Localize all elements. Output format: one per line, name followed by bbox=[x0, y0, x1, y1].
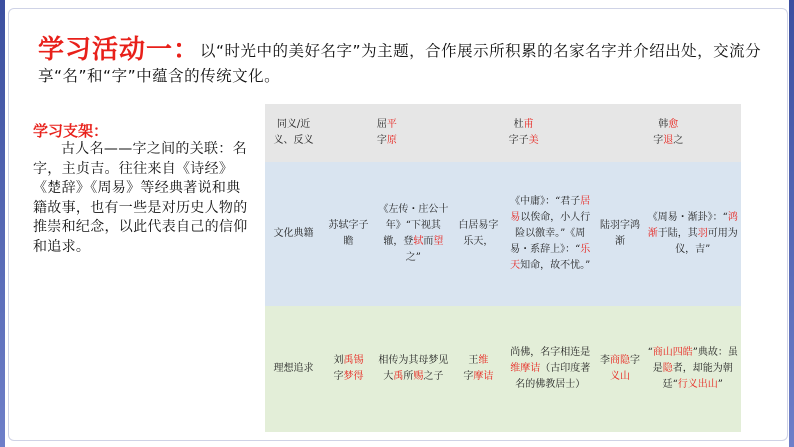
table-row bbox=[265, 306, 741, 432]
table-cell: 李商隐字 义山 bbox=[596, 306, 645, 432]
table-cell: 杜甫 字子美 bbox=[452, 104, 596, 162]
table-row bbox=[265, 162, 741, 306]
name-table bbox=[265, 104, 741, 432]
table-cell: 王维 字摩诘 bbox=[452, 306, 505, 432]
table-cell: “商山四皓”典故：虽是隐者，却能为朝廷“行义出山” bbox=[645, 306, 741, 432]
left-border bbox=[0, 0, 5, 447]
activity-text: 以“时光中的美好名字”为主题，合作展示所积累的名家名字并介绍出处，交流分享“名”和“字”中蕴含的传统文化。 bbox=[38, 42, 762, 85]
table-cell: 屈平 字原 bbox=[322, 104, 452, 162]
table-cell: 刘禹锡 字梦得 bbox=[322, 306, 375, 432]
table-cell: 相传为其母梦见大禹所赐之子 bbox=[375, 306, 452, 432]
table-row bbox=[265, 104, 741, 162]
table-cell: 《中庸》：“君子居易以俟命，小人行险以徼幸。”《周易・系辞上》：“乐天知命，故不忧。” bbox=[505, 162, 596, 306]
table-cell: 苏轼字子瞻 bbox=[322, 162, 375, 306]
scaffold-body: 古人名——字之间的关联：名字，主贞吉。往往来自《诗经》《楚辞》《周易》等经典著说和典籍故事，也有一些是对历史人物的推崇和纪念，以此代表自己的信仰和追求。 bbox=[33, 141, 248, 255]
table-cell: 陆羽字鸿渐 bbox=[596, 162, 645, 306]
table-cell: 白居易字乐天， bbox=[452, 162, 505, 306]
table-cell: 韩愈 字退之 bbox=[596, 104, 741, 162]
row-header: 同义/近义、反义 bbox=[265, 104, 322, 162]
table-cell: 《周易・渐卦》：“鸿渐于陆，其羽可用为仪，吉” bbox=[645, 162, 741, 306]
scaffold-title: 学习支架： bbox=[33, 122, 109, 140]
row-header: 文化典籍 bbox=[265, 162, 322, 306]
right-border bbox=[789, 0, 794, 447]
table-cell: 《左传・庄公十年》“下视其辙，登轼而望之” bbox=[375, 162, 452, 306]
activity-title bbox=[38, 35, 778, 89]
row-header: 理想追求 bbox=[265, 306, 322, 432]
table-cell: 尚佛，名字相连是维摩诘（古印度著名的佛教居士） bbox=[505, 306, 596, 432]
activity-heading: 学习活动一： bbox=[38, 35, 201, 65]
